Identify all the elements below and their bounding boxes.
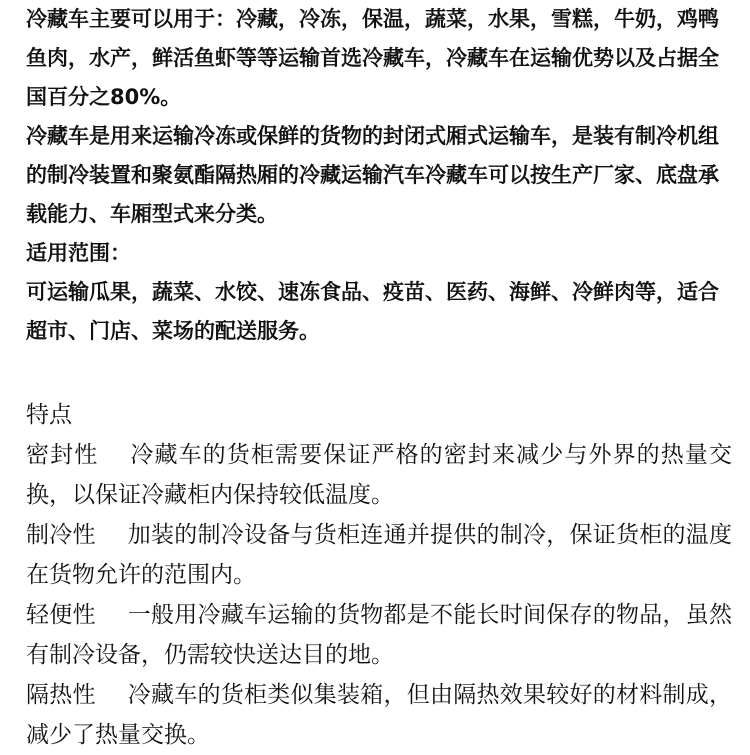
scope-heading: 适用范围： xyxy=(26,241,131,265)
feature-insulation xyxy=(26,675,732,755)
feature-text: 冷藏车的货柜类似集装箱，但由隔热效果较好的材料制成，减少了热量交换。 xyxy=(26,682,732,748)
feature-text: 冷藏车的货柜需要保证严格的密封来减少与外界的热量交换，以保证冷藏柜内保持较低温度。 xyxy=(26,442,733,508)
section-gap xyxy=(26,351,732,395)
feature-text: 一般用冷藏车运输的货物都是不能长时间保存的物品，虽然有制冷设备，仍需较快送达目的地。 xyxy=(26,602,732,668)
feature-label: 轻便性 xyxy=(26,602,96,628)
definition-paragraph: 冷藏车是用来运输冷冻或保鲜的货物的封闭式厢式运输车，是装有制冷机组的制冷装置和聚氨酯隔热厢的冷藏运输汽车冷藏车可以按生产厂家、底盘承载能力、车厢型式来分类。 xyxy=(26,124,719,226)
uses-paragraph: 冷藏车主要可以用于：冷藏，冷冻，保温，蔬菜，水果，雪糕，牛奶，鸡鸭鱼肉，水产，鲜活鱼虾等等运输首选冷藏车，冷藏车在运输优势以及占据全国百分之80%。 xyxy=(26,7,719,109)
feature-refrigeration xyxy=(26,515,732,595)
feature-label: 隔热性 xyxy=(26,682,96,708)
feature-label: 制冷性 xyxy=(26,522,96,548)
scope-paragraph: 可运输瓜果，蔬菜、水饺、速冻食品、疫苗、医药、海鲜、冷鲜肉等，适合超市、门店、菜场的配送服务。 xyxy=(26,280,719,343)
feature-sealing xyxy=(26,435,732,515)
feature-text: 加装的制冷设备与货柜连通并提供的制冷，保证货柜的温度在货物允许的范围内。 xyxy=(26,522,732,588)
intro-section xyxy=(26,0,732,351)
features-heading: 特点 xyxy=(26,402,72,428)
feature-label: 密封性 xyxy=(26,442,99,468)
feature-portability xyxy=(26,595,732,675)
document-page xyxy=(26,0,732,755)
